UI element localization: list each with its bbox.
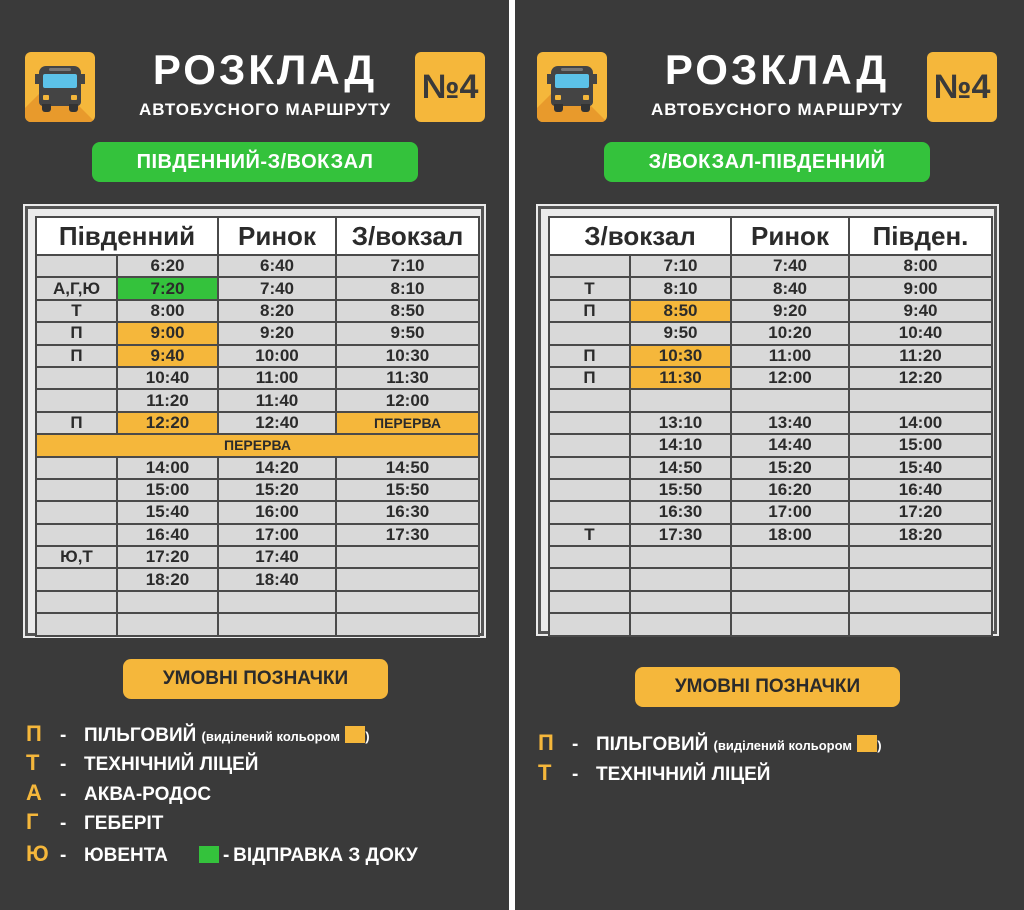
page-subtitle: АВТОБУСНОГО МАРШРУТУ <box>650 100 904 119</box>
table-row <box>549 389 992 411</box>
cell-time <box>849 568 992 590</box>
legend-text: АКВА-РОДОС <box>84 784 212 805</box>
cell-time: 16:30 <box>630 501 731 523</box>
cell-note: П <box>36 345 117 367</box>
cell-time: 14:40 <box>731 434 849 456</box>
cell-time: 10:00 <box>218 345 336 367</box>
legend-code: А <box>26 780 42 805</box>
route-number-badge: №4 <box>927 52 997 122</box>
legend-text: ГЕБЕРІТ <box>84 813 164 834</box>
cell-time: 10:20 <box>731 322 849 344</box>
legend-text: ТЕХНІЧНИЙ ЛІЦЕЙ <box>84 754 259 775</box>
cell-note: П <box>549 345 630 367</box>
cell-time: 8:00 <box>849 255 992 277</box>
cell-time: 15:20 <box>218 479 336 501</box>
table-row <box>36 412 479 434</box>
cell-time: 12:00 <box>731 367 849 389</box>
table-row <box>36 524 479 546</box>
cell-time: 12:00 <box>336 389 479 411</box>
table-row <box>549 501 992 523</box>
table-row <box>36 255 479 277</box>
cell-time <box>630 389 731 411</box>
legend-item: П - ПІЛЬГОВИЙ (виділений кольором ) <box>538 730 882 755</box>
break-label: ПЕРЕРВА <box>36 434 479 456</box>
table-row <box>36 457 479 479</box>
cell-time: 11:40 <box>218 389 336 411</box>
cell-time: 15:20 <box>731 457 849 479</box>
column-header: Ринок <box>731 217 849 255</box>
cell-time <box>849 389 992 411</box>
cell-time: 6:40 <box>218 255 336 277</box>
cell-time: 8:20 <box>218 300 336 322</box>
legend-code: Г <box>26 809 39 834</box>
cell-time: 8:50 <box>336 300 479 322</box>
cell-time: 16:00 <box>218 501 336 523</box>
cell-time: 12:40 <box>218 412 336 434</box>
page-title: РОЗКЛАД <box>664 46 890 93</box>
legend-title: УМОВНІ ПОЗНАЧКИ <box>635 667 900 707</box>
cell-note <box>36 568 117 590</box>
legend-item: Г - ГЕБЕРІТ <box>26 809 164 834</box>
cell-note <box>36 524 117 546</box>
table-row <box>36 345 479 367</box>
cell-note <box>36 255 117 277</box>
cell-time: 14:20 <box>218 457 336 479</box>
table-row <box>36 479 479 501</box>
cell-time: 14:00 <box>849 412 992 434</box>
cell-note <box>549 389 630 411</box>
table-row <box>549 434 992 456</box>
cell-note <box>549 255 630 277</box>
cell-time <box>849 591 992 613</box>
cell-time: 17:00 <box>731 501 849 523</box>
table-row <box>36 568 479 590</box>
schedule-panel-station-to-southern <box>515 0 1024 910</box>
cell-time: 11:00 <box>218 367 336 389</box>
cell-note: П <box>36 412 117 434</box>
schedule-table-frame <box>25 206 484 636</box>
cell-time: 18:00 <box>731 524 849 546</box>
cell-note <box>36 591 117 613</box>
cell-time <box>849 613 992 635</box>
cell-time: 15:00 <box>117 479 218 501</box>
column-header: З/вокзал <box>549 217 731 255</box>
cell-time <box>218 591 336 613</box>
legend-item: П - ПІЛЬГОВИЙ (виділений кольором ) <box>26 721 370 746</box>
legend-item: Ю - ЮВЕНТА - ВІДПРАВКА З ДОКУ <box>26 841 418 866</box>
cell-note <box>36 501 117 523</box>
cell-time: 9:50 <box>630 322 731 344</box>
cell-note <box>549 613 630 635</box>
cell-time: 14:50 <box>630 457 731 479</box>
cell-time <box>731 613 849 635</box>
table-row <box>36 591 479 613</box>
cell-time <box>731 546 849 568</box>
table-row <box>549 524 992 546</box>
route-number-badge: №4 <box>415 52 485 122</box>
legend-code: П <box>26 721 42 746</box>
cell-time: 18:20 <box>117 568 218 590</box>
cell-time <box>117 591 218 613</box>
cell-time: 14:10 <box>630 434 731 456</box>
cell-time: 9:20 <box>731 300 849 322</box>
table-row <box>549 322 992 344</box>
cell-note: Ю,Т <box>36 546 117 568</box>
cell-note: Т <box>36 300 117 322</box>
cell-time: 6:20 <box>117 255 218 277</box>
cell-note <box>36 389 117 411</box>
legend-item: Т - ТЕХНІЧНИЙ ЛІЦЕЙ <box>538 760 771 785</box>
cell-note <box>549 591 630 613</box>
cell-time: 13:40 <box>731 412 849 434</box>
table-row <box>549 412 992 434</box>
cell-time <box>630 568 731 590</box>
cell-time: 16:40 <box>117 524 218 546</box>
cell-note: Т <box>549 277 630 299</box>
page-title: РОЗКЛАД <box>152 46 378 93</box>
cell-time <box>336 568 479 590</box>
cell-time: 16:30 <box>336 501 479 523</box>
table-row <box>36 322 479 344</box>
schedule-table <box>548 216 993 637</box>
table-row <box>36 613 479 635</box>
cell-note: П <box>549 367 630 389</box>
cell-time <box>731 389 849 411</box>
table-row <box>549 546 992 568</box>
cell-time: 9:00 <box>849 277 992 299</box>
cell-note <box>549 322 630 344</box>
cell-time: 15:50 <box>336 479 479 501</box>
table-row <box>549 367 992 389</box>
cell-time <box>336 546 479 568</box>
bus-icon <box>537 52 607 122</box>
table-header-row <box>36 217 479 255</box>
cell-note <box>549 479 630 501</box>
cell-note: П <box>36 322 117 344</box>
table-row <box>36 367 479 389</box>
cell-time <box>630 591 731 613</box>
cell-time: 18:20 <box>849 524 992 546</box>
table-row <box>549 568 992 590</box>
cell-time: 13:10 <box>630 412 731 434</box>
legend-text: ПІЛЬГОВИЙ <box>596 734 709 755</box>
table-row <box>549 591 992 613</box>
legend-item: А - АКВА-РОДОС <box>26 780 212 805</box>
cell-time: 10:30 <box>630 345 731 367</box>
cell-note: А,Г,Ю <box>36 277 117 299</box>
table-row <box>36 546 479 568</box>
page-subtitle: АВТОБУСНОГО МАРШРУТУ <box>138 100 392 119</box>
cell-time: 8:10 <box>336 277 479 299</box>
cell-time: 10:40 <box>849 322 992 344</box>
cell-time: 11:30 <box>630 367 731 389</box>
cell-note <box>549 568 630 590</box>
cell-time: 17:40 <box>218 546 336 568</box>
legend-code: Ю <box>26 841 49 866</box>
cell-time: 17:20 <box>117 546 218 568</box>
table-row <box>549 613 992 635</box>
legend-note: (виділений кольором <box>201 729 340 744</box>
cell-time <box>336 613 479 635</box>
table-row <box>36 501 479 523</box>
legend-code: Т <box>538 760 552 785</box>
cell-time: 15:50 <box>630 479 731 501</box>
legend-title: УМОВНІ ПОЗНАЧКИ <box>123 659 388 699</box>
cell-time: 12:20 <box>117 412 218 434</box>
cell-note: П <box>549 300 630 322</box>
cell-time <box>336 591 479 613</box>
cell-time <box>731 591 849 613</box>
cell-note <box>36 457 117 479</box>
cell-time: 8:00 <box>117 300 218 322</box>
cell-time: 11:20 <box>849 345 992 367</box>
cell-time: 15:40 <box>117 501 218 523</box>
cell-time: 9:40 <box>117 345 218 367</box>
table-row <box>36 300 479 322</box>
cell-time: 8:50 <box>630 300 731 322</box>
table-row <box>549 277 992 299</box>
cell-time: 17:30 <box>336 524 479 546</box>
cell-time: 10:30 <box>336 345 479 367</box>
cell-time: 7:20 <box>117 277 218 299</box>
schedule-panel-southern-to-station <box>0 0 509 910</box>
cell-note <box>549 412 630 434</box>
cell-time <box>630 546 731 568</box>
table-row <box>36 277 479 299</box>
legend-code: П <box>538 730 554 755</box>
cell-time: 15:00 <box>849 434 992 456</box>
route-direction-badge: ПІВДЕННИЙ-З/ВОКЗАЛ <box>92 142 418 182</box>
table-row <box>549 300 992 322</box>
table-row <box>36 389 479 411</box>
cell-time: 14:50 <box>336 457 479 479</box>
break-row <box>36 434 479 456</box>
bus-icon <box>25 52 95 122</box>
cell-time <box>218 613 336 635</box>
yellow-swatch <box>857 735 877 752</box>
table-row <box>549 479 992 501</box>
cell-time: 9:00 <box>117 322 218 344</box>
legend-text: ЮВЕНТА <box>84 845 168 866</box>
cell-time: 7:40 <box>731 255 849 277</box>
legend-item: Т - ТЕХНІЧНИЙ ЛІЦЕЙ <box>26 750 259 775</box>
cell-time: 11:20 <box>117 389 218 411</box>
cell-time: 11:00 <box>731 345 849 367</box>
cell-note <box>549 457 630 479</box>
cell-time: 11:30 <box>336 367 479 389</box>
schedule-table-frame <box>538 206 997 634</box>
cell-time: 16:20 <box>731 479 849 501</box>
cell-time <box>849 546 992 568</box>
legend-text: ПІЛЬГОВИЙ <box>84 725 197 746</box>
cell-note <box>549 501 630 523</box>
cell-time: 18:40 <box>218 568 336 590</box>
column-header: Півден. <box>849 217 992 255</box>
cell-time <box>117 613 218 635</box>
route-direction-badge: З/ВОКЗАЛ-ПІВДЕННИЙ <box>604 142 930 182</box>
cell-time <box>731 568 849 590</box>
column-header: Південний <box>36 217 218 255</box>
table-header-row <box>549 217 992 255</box>
cell-time: 17:00 <box>218 524 336 546</box>
legend-note: (виділений кольором <box>713 738 852 753</box>
cell-time: 7:10 <box>336 255 479 277</box>
cell-time: 8:40 <box>731 277 849 299</box>
table-row <box>549 255 992 277</box>
cell-time: 8:10 <box>630 277 731 299</box>
cell-note <box>36 613 117 635</box>
legend-extra: ВІДПРАВКА З ДОКУ <box>233 845 418 866</box>
legend-code: Т <box>26 750 40 775</box>
table-row <box>549 457 992 479</box>
cell-note: Т <box>549 524 630 546</box>
cell-time: 16:40 <box>849 479 992 501</box>
cell-time: 7:40 <box>218 277 336 299</box>
cell-time: 9:40 <box>849 300 992 322</box>
cell-time: 15:40 <box>849 457 992 479</box>
legend-text: ТЕХНІЧНИЙ ЛІЦЕЙ <box>596 764 771 785</box>
cell-time: 10:40 <box>117 367 218 389</box>
yellow-swatch <box>345 726 365 743</box>
cell-note <box>36 367 117 389</box>
green-swatch <box>199 846 219 863</box>
cell-time: 17:20 <box>849 501 992 523</box>
cell-time: ПЕРЕРВА <box>336 412 479 434</box>
column-header: З/вокзал <box>336 217 479 255</box>
cell-note <box>549 434 630 456</box>
cell-time: 17:30 <box>630 524 731 546</box>
cell-time: 9:50 <box>336 322 479 344</box>
cell-time: 14:00 <box>117 457 218 479</box>
table-row <box>549 345 992 367</box>
cell-note <box>36 479 117 501</box>
cell-time: 12:20 <box>849 367 992 389</box>
cell-time: 9:20 <box>218 322 336 344</box>
cell-time <box>630 613 731 635</box>
cell-time: 7:10 <box>630 255 731 277</box>
cell-note <box>549 546 630 568</box>
schedule-table <box>35 216 480 637</box>
column-header: Ринок <box>218 217 336 255</box>
